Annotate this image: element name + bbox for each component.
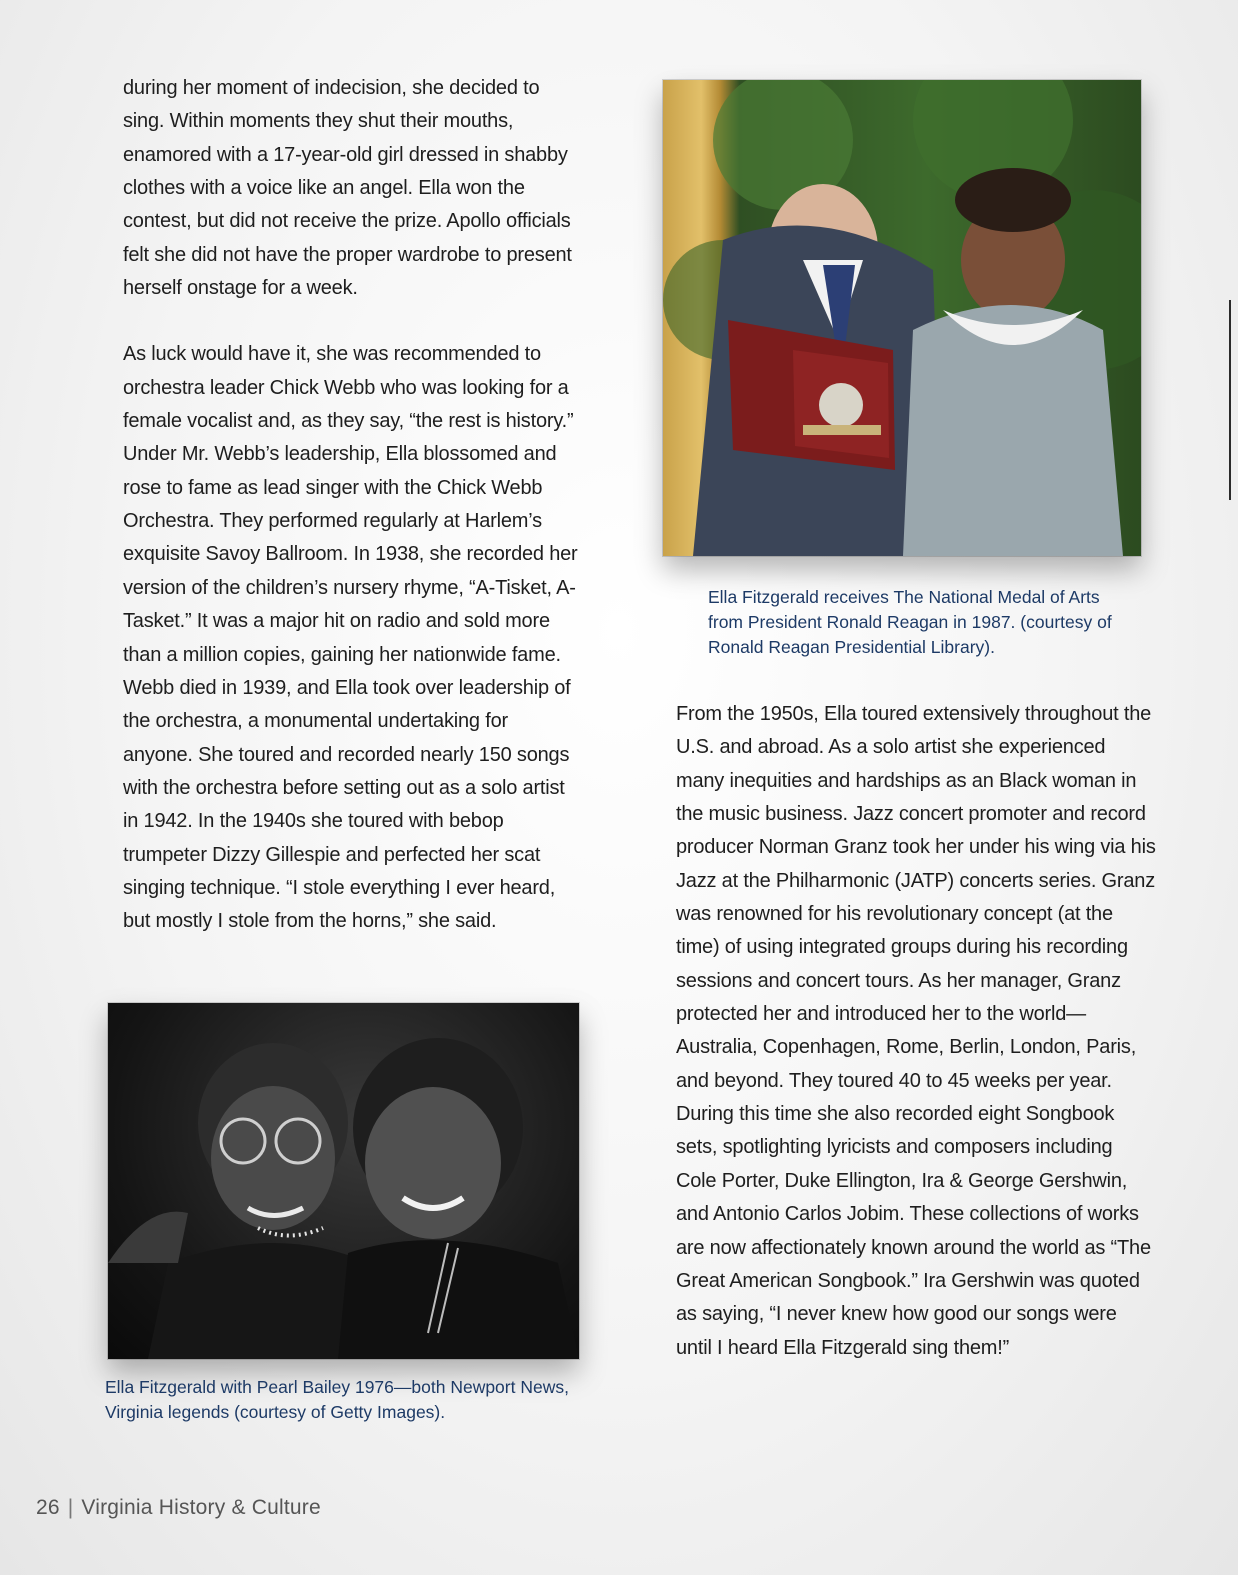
body-paragraph: during her moment of indecision, she decided to sing. Within moments they shut their mouths, enamored with a 17-year-old girl dressed in shabby clothes with a voice like an angel. Ella won the contest, but did not receive the prize. Apollo officials felt she did not have the proper wardrobe to present herself onstage for a week. xyxy=(123,77,572,300)
body-paragraph: As luck would have it, she was recommended to orchestra leader Chick Webb who was looking for a female vocalist and, as they say, “the rest is history.” Under Mr. Webb’s leadership, Ella blossomed and rose to fame as lead singer with the Chick Webb Orchestra. They performed regularly at Harlem’s exquisite Savoy Ballroom. In 1938, she recorded her version of the children’s nursery rhyme, “A-Tisket, A-Tasket.” It was a major hit on radio and sold more than a million copies, gaining her nationwide fame. Webb died in 1939, and Ella took over leadership of the orchestra, a monumental undertaking for anyone. She toured and recorded nearly 150 songs with the orchestra before setting out as a solo artist in 1942. In the 1940s she toured with bebop trumpeter Dizzy Gillespie and perfected her scat singing technique. “I stole everything I ever heard, but mostly I stole from the horns,” she said. xyxy=(123,343,578,933)
right-column xyxy=(676,698,1156,1365)
left-column xyxy=(123,72,583,939)
body-paragraph: From the 1950s, Ella toured extensively throughout the U.S. and abroad. As a solo artist she experienced many inequities and hardships as an Black woman in the music business. Jazz concert promoter and record producer Norman Granz took her under his wing via his Jazz at the Philharmonic (JATP) concerts series. Granz was renowned for his revolutionary concept (at the time) of using integrated groups during his recording sessions and concert tours. As her manager, Granz protected her and introduced her to the world—Australia, Copenhagen, Rome, Berlin, London, Paris, and beyond. They toured 40 to 45 weeks per year. During this time she also recorded eight Songbook sets, spotlighting lyricists and composers including Cole Porter, Duke Ellington, Ira & George Gershwin, and Antonio Carlos Jobim. These collections of works are now affectionately known around the world as “The Great American Songbook.” Ira Gershwin was quoted as saying, “I never knew how good our songs were until I heard Ella Fitzgerald sing them!” xyxy=(676,703,1156,1359)
edge-rule xyxy=(1229,300,1231,500)
publication-title: Virginia History & Culture xyxy=(81,1496,321,1519)
photo-reagan-medal xyxy=(663,80,1141,556)
page-number: 26 xyxy=(36,1496,60,1519)
page-footer xyxy=(36,1496,321,1520)
caption-reagan: Ella Fitzgerald receives The National Medal of Arts from President Ronald Reagan in 1987. (courtesy of Ronald Reagan Presidential Library). xyxy=(708,587,1112,657)
footer-separator: | xyxy=(67,1496,74,1519)
caption-bailey: Ella Fitzgerald with Pearl Bailey 1976—both Newport News, Virginia legends (courtesy of Getty Images). xyxy=(105,1377,569,1422)
photo-fitzgerald-bailey xyxy=(108,1003,579,1359)
